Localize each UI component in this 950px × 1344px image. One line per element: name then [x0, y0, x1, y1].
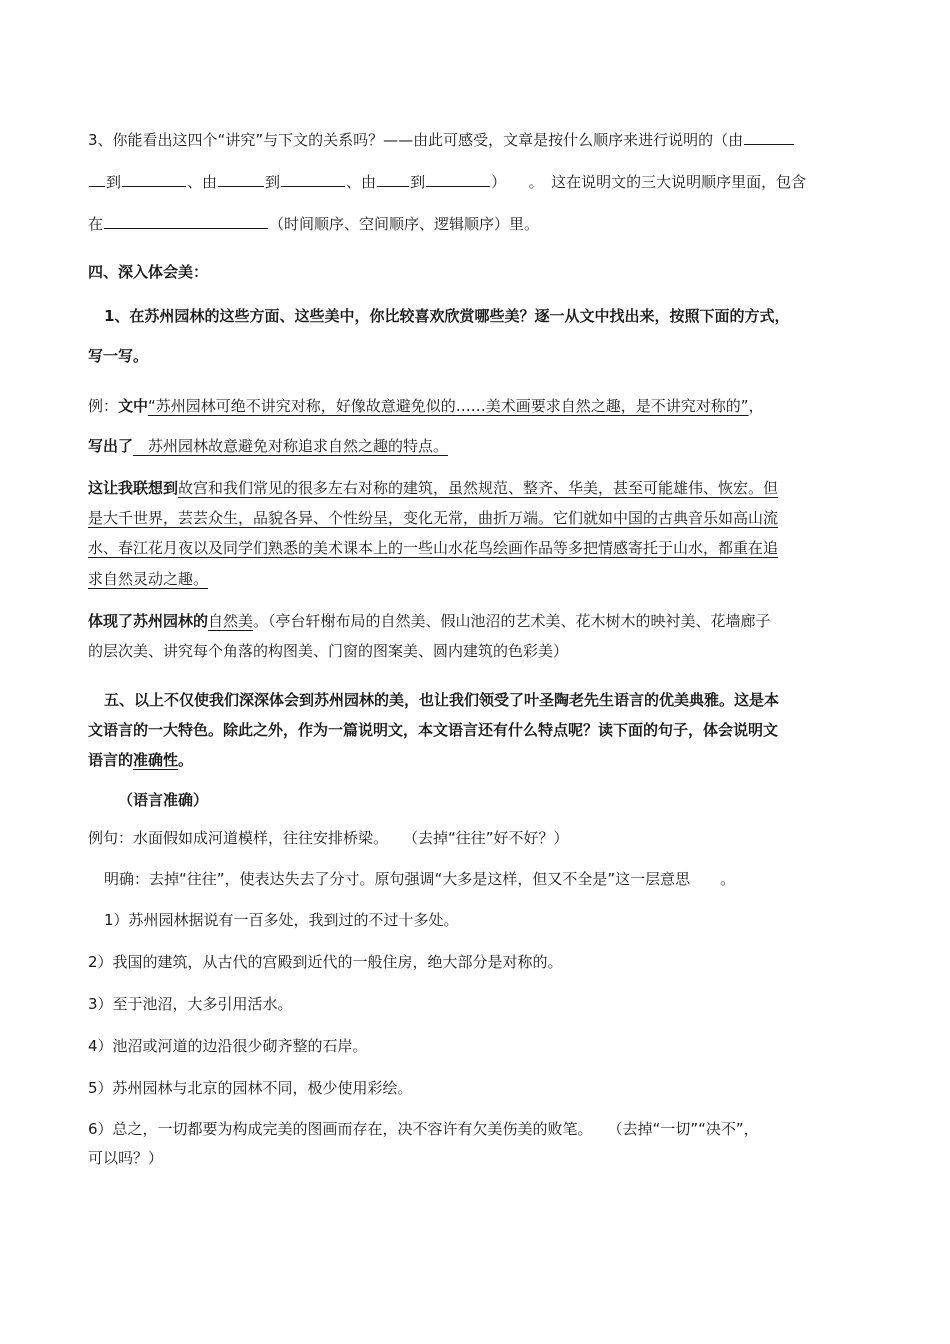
- list-item: 3）至于池沼，大多引用活水。: [88, 995, 293, 1013]
- list-item: 4）池沼或河道的边沿很少砌齐整的石岸。: [88, 1037, 368, 1055]
- question-3-line-2: 到 、由 到 、由 到 ） 。 这在说明文的三大说明顺序里面，包含: [88, 170, 868, 192]
- association-line-1: 这让我联想到故宫和我们常见的很多左右对称的建筑，虽然规范、整齐、华美，甚至可能雄伟、恢宏。但: [88, 479, 779, 497]
- section-4-question-1: 1、在苏州园林的这些方面、这些美中，你比较喜欢欣赏哪些美？逐一从文中找出来，按照下面的方式，: [104, 307, 790, 325]
- fill-blank[interactable]: [744, 128, 794, 145]
- embody-line-2: 的层次美、讲究每个角落的构图美、门窗的图案美、圆内建筑的色彩美）: [88, 642, 569, 660]
- list-item: 6）总之，一切都要为构成完美的图画而存在，决不容许有欠美伤美的败笔。 （去掉“一切”“决不”，: [88, 1120, 759, 1138]
- wrote-line: 写出了 苏州园林故意避免对称追求自然之趣的特点。: [88, 437, 449, 455]
- question-3-line-3: 在 （时间顺序、空间顺序、逻辑顺序）里。: [88, 212, 868, 234]
- example-line: 例：文中“苏州园林可绝不讲究对称，好像故意避免似的……美术画要求自然之趣，是不讲究对称的”，: [88, 397, 764, 415]
- section-5-line-2: 文语言的一大特色。除此之外，作为一篇说明文，本文语言还有什么特点呢？读下面的句子，体会说明文: [88, 721, 779, 739]
- fill-blank[interactable]: [122, 170, 186, 187]
- association-line-3: 水、春江花月夜以及同学们熟悉的美术课本上的一些山水花鸟绘画作品等多把情感寄托于山水，都重在追: [88, 539, 779, 557]
- subheading-language-accuracy: （语言准确）: [118, 791, 209, 809]
- section-4-question-1-cont: 写一写。: [88, 347, 149, 365]
- fill-blank[interactable]: [281, 170, 345, 187]
- question-3-line-1: 3、你能看出这四个“讲究”与下文的关系吗？——由此可感受，文章是按什么顺序来进行说明的（由: [88, 128, 868, 150]
- example-quote: “苏州园林可绝不讲究对称，好像故意避免似的……美术画要求自然之趣，是不讲究对称的”: [148, 397, 749, 415]
- list-item: 2）我国的建筑，从古代的宫殿到近代的一般住房，绝大部分是对称的。: [88, 953, 563, 971]
- section-4-heading: 四、深入体会美：: [88, 263, 209, 281]
- example-sentence: 例句：水面假如成河道模样，往往安排桥梁。 （去掉“往往”好不好？）: [88, 829, 569, 847]
- fill-blank[interactable]: [104, 212, 268, 229]
- list-item-continuation: 可以吗？）: [88, 1149, 164, 1167]
- embody-answer: 自然美: [208, 612, 254, 630]
- fill-blank[interactable]: [426, 170, 490, 187]
- list-item: 5）苏州园林与北京的园林不同，极少使用彩绘。: [88, 1079, 413, 1097]
- list-item: 1）苏州园林据说有一百多处，我到过的不过十多处。: [104, 911, 459, 929]
- section-5-line-3: 语言的准确性。: [88, 751, 194, 769]
- wrote-answer: 苏州园林故意避免对称追求自然之趣的特点。: [133, 437, 449, 455]
- association-line-2: 是大千世界，芸芸众生，品貌各异、个性纷呈，变化无常，曲折万端。它们就如中国的古典音乐如高山流: [88, 509, 779, 527]
- fill-blank[interactable]: [89, 170, 105, 187]
- fill-blank[interactable]: [218, 170, 264, 187]
- fill-blank[interactable]: [377, 170, 409, 187]
- embody-line-1: 体现了苏州园林的自然美。（亭台轩榭布局的自然美、假山池沼的艺术美、花木树木的映衬美、花墙廊子: [88, 612, 771, 630]
- association-line-4: 求自然灵动之趣。: [88, 570, 209, 588]
- clarification: 明确：去掉“往往”，使表达失去了分寸。原句强调“大多是这样，但又不全是”这一层意思 。: [104, 870, 736, 888]
- section-5-line-1: 五、以上不仅使我们深深体会到苏州园林的美，也让我们领受了叶圣陶老先生语言的优美典雅。这是本: [104, 691, 780, 709]
